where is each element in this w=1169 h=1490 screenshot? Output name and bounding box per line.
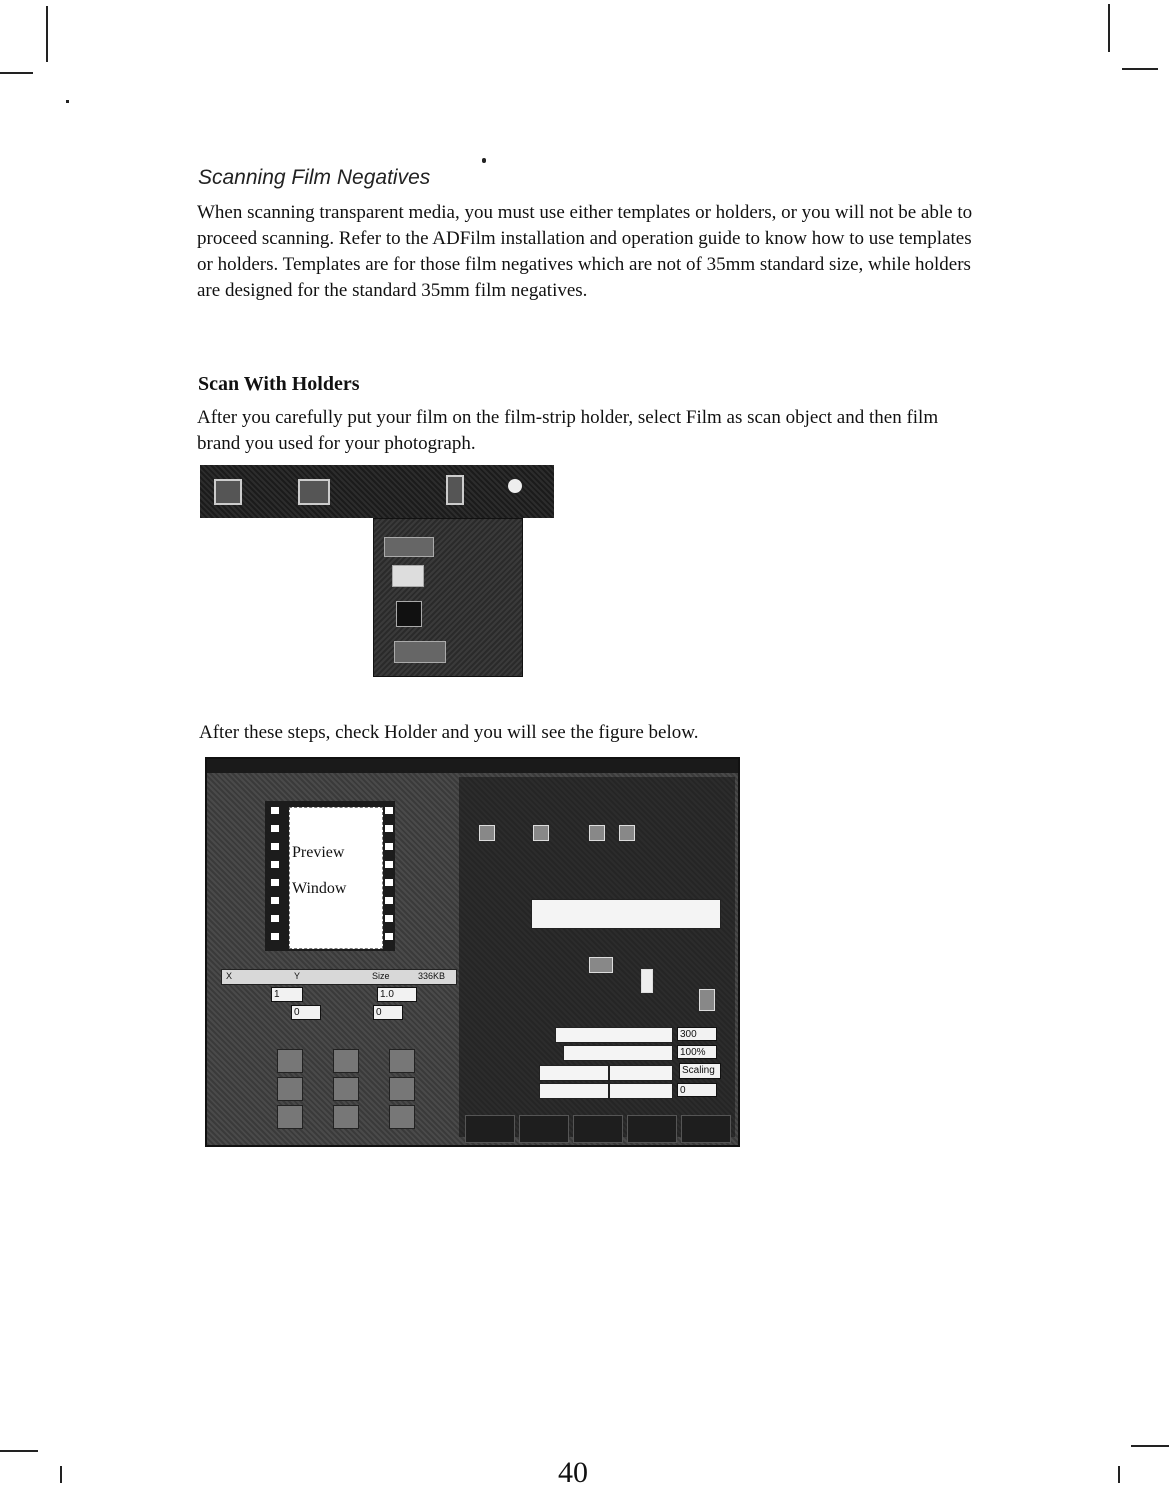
panel-button <box>384 537 434 557</box>
film-brand-panel-image <box>373 518 523 677</box>
bottom-slot <box>573 1115 623 1143</box>
param-box <box>555 1027 673 1043</box>
coordinate-bar <box>221 969 457 985</box>
frame-cell <box>389 1077 415 1101</box>
frame-cell <box>389 1049 415 1073</box>
speck <box>482 158 486 163</box>
scanner-ui-figure <box>205 757 740 1147</box>
option-dot-icon <box>508 479 522 493</box>
preview-window <box>289 807 383 949</box>
panel-button <box>392 565 424 587</box>
control-icon <box>589 825 605 841</box>
field-b: 1.0 <box>377 987 417 1002</box>
speck <box>66 100 69 103</box>
param-box <box>609 1065 673 1081</box>
film-strip <box>265 801 395 951</box>
right-field-3: Scaling <box>679 1063 721 1079</box>
param-box <box>609 1083 673 1099</box>
caption-paragraph: After these steps, check Holder and you will see the figure below. <box>199 722 699 743</box>
control-icon <box>533 825 549 841</box>
param-box <box>563 1045 673 1061</box>
param-box <box>539 1083 609 1099</box>
film-icon <box>298 479 330 505</box>
frame-cell <box>333 1105 359 1129</box>
window-label: Window <box>292 880 347 897</box>
right-control-panel <box>459 777 735 1137</box>
bottom-slot <box>681 1115 731 1143</box>
frame-cell <box>333 1077 359 1101</box>
coord-x-label: X <box>226 971 233 981</box>
right-field-1: 300 <box>677 1027 717 1041</box>
param-box <box>539 1065 609 1081</box>
control-icon <box>589 957 613 973</box>
right-field-2: 100% <box>677 1045 717 1059</box>
preview-label: Preview <box>292 844 345 861</box>
intro-paragraph: When scanning transparent media, you must use either templates or holders, or you will not be able to proceed scanning. Refer to the ADFilm installation and operation guide to know how to use templates or holders. Templates are for those film negatives which are not of 35mm standard size, while holders are designed for the standard 35mm film negatives. <box>197 202 973 301</box>
page-number: 40 <box>558 1456 588 1489</box>
coord-size-label: Size <box>372 971 390 981</box>
bottom-slot <box>627 1115 677 1143</box>
registration-mark-top-left-v <box>46 6 48 62</box>
frame-cell <box>277 1105 303 1129</box>
control-icon <box>619 825 635 841</box>
scan-object-toolbar-image <box>200 465 554 518</box>
coord-size-value: 336KB <box>418 971 446 981</box>
registration-mark-bottom-right-h <box>1131 1445 1169 1447</box>
frame-cell <box>389 1105 415 1129</box>
control-icon <box>479 825 495 841</box>
field-a: 1 <box>271 987 303 1002</box>
bottom-slot <box>465 1115 515 1143</box>
frame-cell <box>277 1049 303 1073</box>
output-box <box>531 899 721 929</box>
reflective-icon <box>214 479 242 505</box>
registration-mark-bottom-left-h <box>0 1450 38 1452</box>
registration-mark-top-right-h <box>1122 68 1158 70</box>
registration-mark-bottom-left-v <box>60 1466 62 1483</box>
registration-mark-top-right-v <box>1108 4 1110 52</box>
panel-button <box>394 641 446 663</box>
frame-cell <box>277 1077 303 1101</box>
registration-mark-bottom-right-v <box>1118 1466 1120 1483</box>
control-icon <box>641 969 653 993</box>
coord-y-label: Y <box>294 971 301 981</box>
right-field-4: 0 <box>677 1083 717 1097</box>
field-d: 0 <box>373 1005 403 1020</box>
holders-paragraph: After you carefully put your film on the film-strip holder, select Film as scan object and then film brand you used for your photograph. <box>197 407 939 454</box>
frame-cell <box>333 1049 359 1073</box>
control-icon <box>699 989 715 1011</box>
panel-button <box>396 601 422 627</box>
figure-titlebar <box>207 759 738 773</box>
registration-mark-top-left-h <box>0 72 33 74</box>
bottom-slot <box>519 1115 569 1143</box>
subsection-title: Scan With Holders <box>198 373 360 395</box>
section-title: Scanning Film Negatives <box>198 166 431 189</box>
batch-icon <box>446 475 464 505</box>
field-c: 0 <box>291 1005 321 1020</box>
